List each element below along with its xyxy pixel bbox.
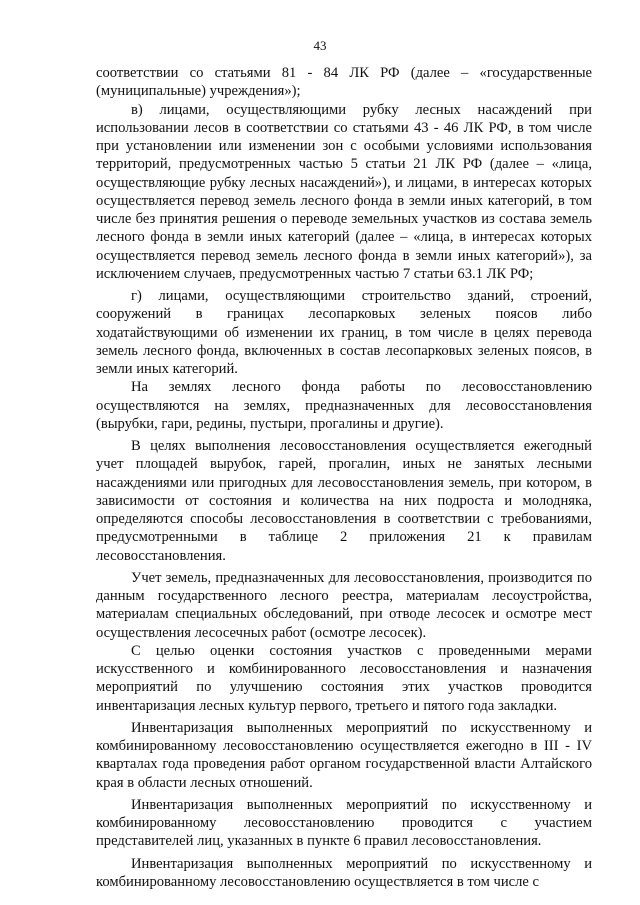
paragraph: Инвентаризация выполненных мероприятий по искусственному и комбинированному лесовосстановлению осуществляется ежегодно в III - IV кварталах года проведения работ органом государственной власти Алтайского края в области лесных отношений. [96, 719, 592, 791]
paragraph: Инвентаризация выполненных мероприятий по искусственному и комбинированному лесовосстановлению проводится с участием представителей лиц, указанных в пункте 6 правил лесовосстановления. [96, 796, 592, 850]
paragraph: г) лицами, осуществляющими строительство зданий, строений, сооружений в границах лесопарковых зеленых поясов либо ходатайствующими об изменении их границ, в том числе в целях перевода земель лесного фонда, включенных в состав лесопарковых зеленых поясов, в земли иных категорий. [96, 288, 592, 377]
paragraph: Инвентаризация выполненных мероприятий по искусственному и комбинированному лесовосстановлению осуществляется в том числе с [96, 855, 592, 890]
paragraph: В целях выполнения лесовосстановления осуществляется ежегодный учет площадей вырубок, гарей, прогалин, иных не занятых лесными насаждениями или пригодных для лесовосстановления земель, при котором, в зависимости от состояния и количества на них подроста и молодняка, определяются способы лесовосстановления в соответствии с требованиями, предусмотренными в таблице 2 приложения 21 к правилам лесовосстановления. [96, 438, 592, 564]
paragraph: Учет земель, предназначенных для лесовосстановления, производится по данным государственного лесного реестра, материалам лесоустройства, материалам специальных обследований, при отводе лесосек и осмотре мест осуществления лесосечных работ (осмотре лесосек). [96, 569, 592, 641]
paragraph: соответствии со статьями 81 - 84 ЛК РФ (далее – «государственные (муниципальные) учреждения»); [96, 65, 592, 100]
paragraph: С целью оценки состояния участков с проведенными мерами искусственного и комбинированного лесовосстановления и назначения мероприятий по улучшению состояния этих участков проводится инвентаризация лесных культур первого, третьего и пятого года закладки. [96, 642, 592, 714]
page-number: 43 [313, 38, 327, 53]
paragraph: На землях лесного фонда работы по лесовосстановлению осуществляются на землях, предназначенных для лесовосстановления (вырубки, гари, редины, пустыри, прогалины и другие). [96, 379, 592, 432]
paragraph: в) лицами, осуществляющими рубку лесных насаждений при использовании лесов в соответствии со статьями 43 - 46 ЛК РФ, в том числе при установлении или изменении зон с особыми условиями использования территорий, предусмотренных частью 5 статьи 21 ЛК РФ (далее – «лица, осуществляющие рубку лесных насаждений»), и лицами, в интересах которых осуществляется перевод земель лесного фонда в земли иных категорий, в том числе без принятия решения о переводе земельных участков из состава земель лесного фонда в земли иных категорий (далее – «лица, в интересах которых осуществляется перевод земель лесного фонда в земли иных категорий»), за исключением случаев, предусмотренных частью 7 статьи 63.1 ЛК РФ; [96, 101, 592, 282]
body-text [96, 64, 592, 891]
